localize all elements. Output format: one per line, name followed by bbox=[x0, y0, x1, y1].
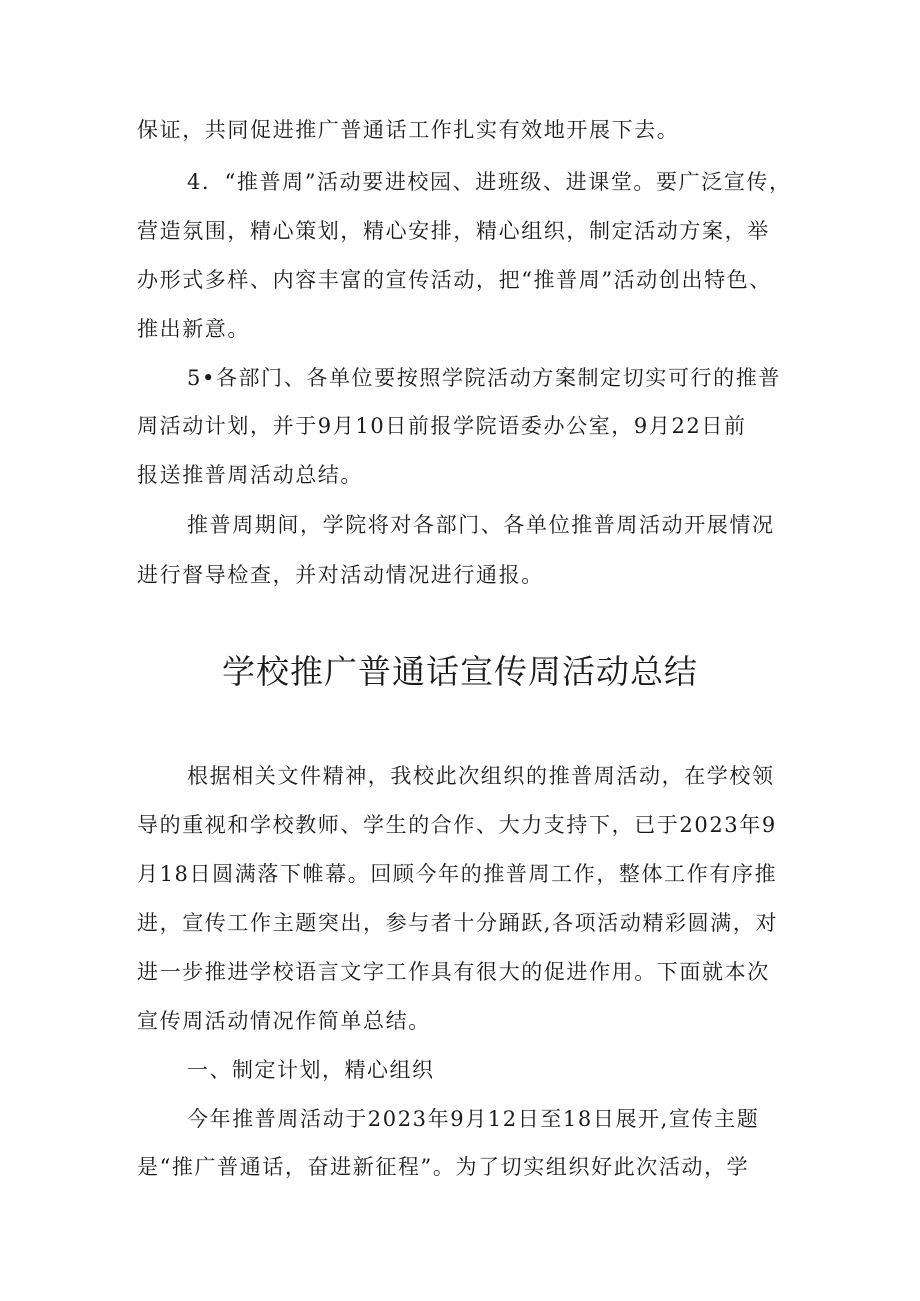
paragraph-line: 进一步推进学校语言文字工作具有很大的促进作用。下面就本次 bbox=[137, 960, 770, 984]
paragraph-line: 5•各部门、各单位要按照学院活动方案制定切实可行的推普 bbox=[187, 366, 781, 390]
section-heading: 一、制定计划，精心组织 bbox=[187, 1058, 435, 1082]
page-title: 学校推广普通话宣传周活动总结 bbox=[222, 652, 698, 691]
paragraph-line: 办形式多样、内容丰富的宣传活动，把“推普周”活动创出特色、 bbox=[137, 268, 772, 292]
paragraph-line: 4．“推普周”活动要进校园、进班级、进课堂。要广泛宣传， bbox=[187, 170, 792, 194]
paragraph-line: 今年推普周活动于2023年9月12日至18日展开,宣传主题 bbox=[187, 1107, 760, 1131]
paragraph-line: 保证，共同促进推广普通话工作扎实有效地开展下去。 bbox=[137, 118, 680, 142]
paragraph-line: 是“推广普通话，奋进新征程”。为了切实组织好此次活动，学 bbox=[137, 1155, 750, 1179]
paragraph-line: 推普周期间，学院将对各部门、各单位推普周活动开展情况 bbox=[187, 513, 775, 537]
paragraph-line: 根据相关文件精神，我校此次组织的推普周活动，在学校领 bbox=[187, 764, 775, 788]
paragraph-line: 宣传周活动情况作简单总结。 bbox=[137, 1009, 431, 1033]
paragraph-line: 导的重视和学校教师、学生的合作、大力支持下，已于2023年9 bbox=[137, 813, 777, 837]
paragraph-line: 推出新意。 bbox=[137, 317, 250, 341]
paragraph-line: 进，宣传工作主题突出，参与者十分踊跃,各项活动精彩圆满，对 bbox=[137, 911, 779, 935]
paragraph-line: 进行督导检查，并对活动情况进行通报。 bbox=[137, 563, 544, 587]
paragraph-line: 月18日圆满落下帷幕。回顾今年的推普周工作，整体工作有序推 bbox=[137, 862, 778, 886]
paragraph-line: 周活动计划，并于9月10日前报学院语委办公室，9月22日前 bbox=[137, 414, 747, 438]
paragraph-line: 营造氛围，精心策划，精心安排，精心组织，制定活动方案，举 bbox=[137, 219, 770, 243]
paragraph-line: 报送推普周活动总结。 bbox=[137, 463, 363, 487]
